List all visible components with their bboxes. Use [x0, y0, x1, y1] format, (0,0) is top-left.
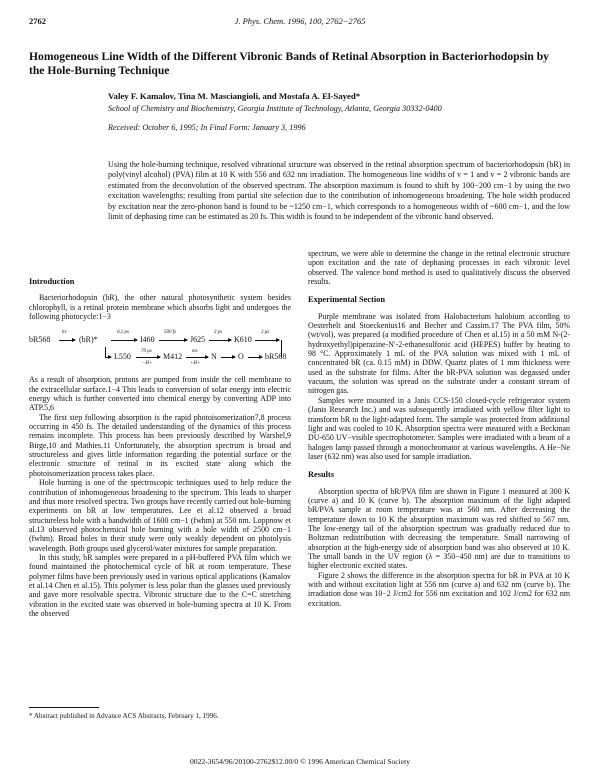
scheme-K610: K610: [234, 335, 252, 345]
experimental-heading: Experimental Section: [308, 295, 385, 305]
scheme-time-label: 2 μs: [261, 330, 270, 336]
journal-citation: J. Phys. Chem. 1996, 100, 2762−2765: [234, 16, 366, 26]
page-number: 2762: [29, 16, 46, 26]
scheme-arrow: [159, 340, 187, 341]
photocycle-scheme: [29, 325, 291, 369]
scheme-time-label: 500 fs: [164, 330, 177, 336]
scheme-arrow: [209, 340, 231, 341]
left-column: [29, 277, 291, 618]
scheme-time-label: 0.2 ps: [117, 330, 129, 336]
results-paragraph-1: Absorption spectra of bR/PVA film are shown in Figure 1 measured at 300 K (curve a) and 10 K (curve b). The absorption maximum of the light adapted bR/PVA sample at room temperature was at 560 nm. After decreasing the temperature down to 10 K the absorption maximum was red shifted to 567 nm. The low-energy tail of the absorption spectrum was gradually reduced due to Boltzman redistribution with decreasing the temperature. Small narrowing of absorption at the high-energy side of absorption band was also observed at 10 K. The small bands in the UV region (λ = 350−450 nm) are due to transitions to higher electronic excited states.: [308, 486, 570, 571]
scheme-time-label: 3 ps: [214, 330, 223, 336]
intro-paragraph-4: Hole burning is one of the spectroscopic techniques used to help reduce the contribution of inhomogeneous broadening to the spectrum. This leads to sharper and thus more resolved spectra. Two groups have recently carried out hole-burning experiments on bR at low temperatures. Lee et al.12 observed a broad structureless hole with a bandwidth of 1600 cm−1 (fwhm) at 550 nm. Loppnow et al.13 observed photochemical hole burning with a hole width of 2500 cm−1 (fwhm). Broad holes in their study were only weakly dependent on photolysis wavelength. Both groups used glycerol/water mixtures for sample preparation.: [29, 478, 291, 553]
scheme-arrow: [186, 357, 208, 358]
scheme-arrow: [248, 357, 262, 358]
author-list: Valey F. Kamalov, Tina M. Masciangioli, and Mostafa A. El-Sayed*: [108, 91, 361, 101]
results-paragraph-2: Figure 2 shows the difference in the absorption spectra for bR in PVA at 10 K with and without excitation light at 556 nm (curve a) and 632 nm (curve b). The irradiation dose was 10−2 J/cm2 for 556 nm excitation and 102 J/cm2 for 632 nm excitation.: [308, 570, 570, 608]
scheme-connector: [105, 347, 106, 357]
results-heading: Results: [308, 470, 335, 480]
intro-paragraph-1: Bacteriorhodopsin (bR), the other natural photosynthetic system besides chlorophyll, is a retinal protein membrane which absorbs light and undergoes the following photocycle:1−3: [29, 293, 291, 322]
scheme-time-label: ms: [192, 349, 198, 355]
scheme-J625: J625: [190, 335, 206, 345]
scheme-L550: L550: [114, 352, 131, 362]
copyright-line: 0022-3654/96/20100-2762$12.00/0 © 1996 American Chemical Society: [189, 757, 411, 766]
scheme-proton-label: +H+: [190, 361, 201, 367]
intro-continued: spectrum, we were able to determine the change in the retinal electronic structure upon excitation and the rate of dephasing processes in each vibronic level observed. The valence bond method is used to qualitatively discuss the observed results.: [308, 249, 570, 287]
intro-paragraph-2: As a result of absorption, protons are pumped from inside the cell membrane to the extracellular surface.1−4 This leads to conversion of solar energy into electric energy which is further converted into chemical energy by converting ADP into ATP.5,6: [29, 375, 291, 413]
scheme-time-label: 70 μs: [141, 349, 152, 355]
scheme-arrow: [255, 340, 279, 341]
scheme-arrow: [59, 340, 75, 341]
footnote-rule: [29, 707, 99, 708]
experimental-paragraph-2: Samples were mounted in a Janis CCS-150 closed-cycle refrigerator system (Janis Research Inc.) and was subsequently irradiated with yellow filter light to transform bR to the light-adapted form. The sample was protected from additional light and was cooled to 10 K. Absorption spectra were measured with a Beckman DU-650 UV−visible spectrophotometer. Samples were irradiated with a beam of a halogen lamp passed through a monochromator at various wavelengths. A He−Ne laser (632 nm) was also used for sample irradiation.: [308, 395, 570, 461]
affiliation: School of Chemistry and Biochemistry, Georgia Institute of Technology, Atlanta, Georgia 30332-0400: [108, 104, 442, 113]
scheme-N: N: [211, 352, 217, 362]
scheme-bR-excited: (bR)*: [79, 335, 98, 345]
scheme-M412: M412: [163, 352, 183, 362]
scheme-hv-label: hν: [62, 330, 67, 336]
scheme-arrow: [105, 357, 111, 358]
abstract: Using the hole-burning technique, resolved vibrational structure was observed in the retinal absorption spectrum of bacteriorhodopsin (bR) in poly(vinyl alcohol) (PVA) film at 10 K with 556 and 632 nm irradiation. The homogeneous line widths of v = 1 and v = 2 vibronic bands are estimated from the deconvolution of the observed spectrum. The absorption maximum is found to shift by 100−200 cm−1 by using the two excitation wavelengths; resulting from partial site selection due to the contribution of inhomogeneous broadening. The hole width produced by excitation near the zero-phonon band is found to be ~1250 cm−1, which corresponds to a homogeneous width of ~600 cm−1, and the low limit of dephasing time can be estimated as 20 fs. This width is found to be independent of the vibronic band observed.: [108, 160, 570, 222]
received-dates: Received: October 6, 1995; In Final Form: January 3, 1996: [108, 123, 306, 132]
introduction-heading: Introduction: [29, 277, 75, 286]
scheme-O: O: [238, 352, 244, 362]
scheme-arrow: [111, 340, 137, 341]
article-title: Homogeneous Line Width of the Different Vibronic Bands of Retinal Absorption in Bacteriorhodopsin by the Hole-Burning Technique: [29, 50, 549, 77]
scheme-proton-label: −H+: [142, 361, 153, 367]
scheme-bR568: bR568: [29, 335, 51, 345]
experimental-paragraph-1: Purple membrane was isolated from Halobacterium halobium according to Oesterhelt and Stoeckenius16 and Becher and Cassim.17 The PVA film, 50% (wt/vol), was prepared (a modified procedure of Chen et al.15) in a 50 mM N-(2-hydroxyethyl)piperazine-N′-2-ethanesulfonic acid (HEPES) buffer by heating to 98 °C. Approximately 1 mL of the PVA solution was mixed with 1 mL of concentrated bR (ca. 0.15 mM) in DDW. Quartz plates of 1 mm thickness were used as the substrate for films. After the bR-PVA solution was degassed under vacuum, the solution was spread on the substrate under a constant stream of nitrogen gas.: [308, 311, 570, 396]
running-header: [29, 16, 571, 30]
footnote: * Abstract published in Advance ACS Abstracts, February 1, 1996.: [29, 712, 219, 720]
scheme-arrow: [221, 357, 235, 358]
scheme-bR568-final: bR568: [265, 352, 287, 362]
scheme-arrow: [136, 357, 160, 358]
scheme-I460: I460: [140, 335, 155, 345]
right-column: [308, 249, 570, 608]
intro-paragraph-3: The first step following absorption is the rapid photoisomerization7,8 process occurring in 450 fs. The detailed understanding of the dynamics of this process remains incomplete. This process has been previously described by Warshel,9 Birge,10 and Mathies.11 Unfortunately, the absorption spectrum is broad and structureless and gives little information regarding the potential surface or the electronic structure of retinal in its excited state along which the photoisomerization process takes place.: [29, 412, 291, 478]
intro-paragraph-5: In this study, bR samples were prepared in a pH-buffered PVA film which we found maintained the photochemical cycle of bR at room temperature. These polymer films have been previously used in various optical applications (Kamalov et al.14 Chen et al.15). This polymer is less polar than the glasses used previously and gave more resolvable spectra. Vibronic structure due to the C=C stretching vibration in the excited state was observed in hole-burning spectra at 10 K. From the observed: [29, 552, 291, 618]
